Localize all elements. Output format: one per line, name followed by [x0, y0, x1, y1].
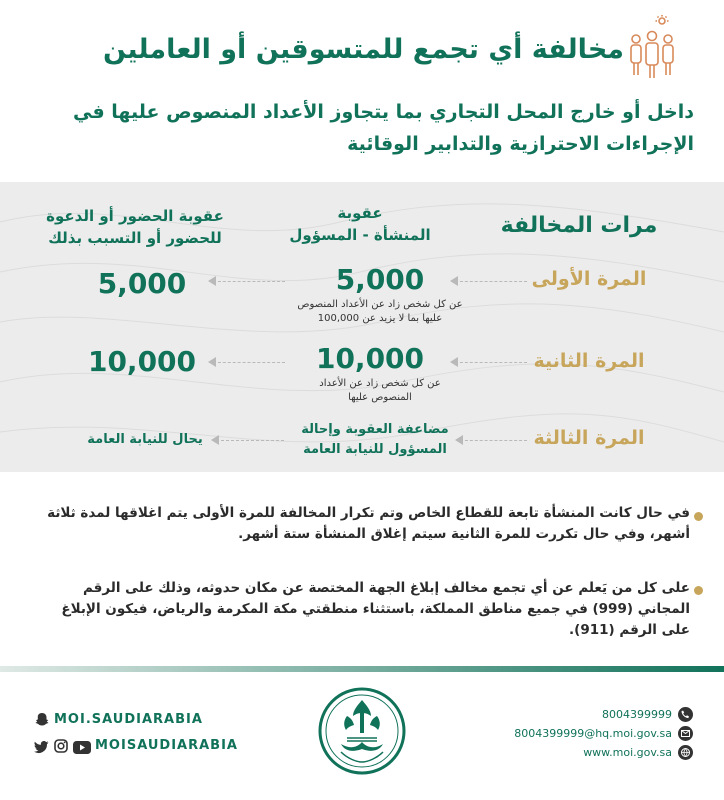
note-closure: في حال كانت المنشأة تابعة للقطاع الخاص وتم تكرار المخالفة للمرة الأولى يتم اغلاقها لمدة ثلاثة أشهر، وفي حال تكررت للمرة الثانية سيتم إغلاق المنشأة ستة أشهر. — [47, 505, 690, 542]
contact-email[interactable]: 8004399999@hq.moi.gov.sa — [514, 727, 672, 740]
row-second-facility-note: عن كل شخص زاد عن الأعداد المنصوص عليها — [319, 378, 441, 403]
phone-icon[interactable] — [678, 707, 693, 722]
row-first-arrow-line — [455, 281, 527, 282]
social-handle[interactable]: MOISAUDIARABIA — [95, 738, 238, 753]
snapchat-handle[interactable]: MOI.SAUDIARABIA — [54, 712, 203, 727]
youtube-icon[interactable] — [73, 739, 91, 752]
globe-icon[interactable] — [678, 745, 693, 760]
row-second-presence-amount: 10,000 — [87, 345, 197, 378]
twitter-icon[interactable] — [34, 739, 49, 752]
header-facility-penalty: عقوبة المنشأة - المسؤول — [289, 204, 431, 244]
row-first-time-label: المرة الأولى — [531, 268, 647, 290]
row-second-facility-amount: 10,000 — [315, 342, 425, 375]
people-group-icon — [626, 15, 678, 79]
row-third-time-label: المرة الثالثة — [533, 427, 645, 449]
note-bullet-1 — [694, 512, 703, 521]
note-report: على كل من يَعلم عن أي تجمع مخالف إبلاغ الجهة المختصة عن مكان حدوثه، وذلك على الرقم المجاني (999) في جميع مناطق المملكة، باستثناء منطقتي مكة المكرمة والرياض، فيكون الإبلاغ على الرقم (911). — [61, 580, 690, 638]
row-third-presence-penalty: يحال للنيابة العامة — [87, 432, 203, 447]
header-presence-penalty: عقوبة الحضور أو الدعوة للحضور أو التسبب بذلك — [46, 207, 224, 247]
row-first-presence-amount: 5,000 — [97, 267, 187, 300]
contact-website[interactable]: www.moi.gov.sa — [583, 746, 672, 759]
email-icon[interactable] — [678, 726, 693, 741]
row-second-arrow-line — [455, 362, 527, 363]
row-third-arrow-line — [460, 440, 527, 441]
footer-band — [0, 666, 724, 672]
row-second-arrow-line-2 — [213, 362, 285, 363]
ministry-emblem-icon — [317, 686, 407, 776]
page-subtitle: داخل أو خارج المحل التجاري بما يتجاوز الأعداد المنصوص عليها في الإجراءات الاحترازية والتدابير الوقائية — [73, 101, 694, 155]
instagram-icon[interactable] — [54, 738, 68, 752]
page-title: مخالفة أي تجمع للمتسوقين أو العاملين — [103, 34, 624, 65]
row-third-facility-penalty: مضاعفة العقوبة وإحالة المسؤول للنيابة العامة — [301, 422, 449, 457]
row-first-arrow-line-2 — [213, 281, 285, 282]
header-violation-times: مرات المخالفة — [500, 213, 658, 238]
row-second-arrow-head — [450, 357, 458, 367]
row-third-arrow-line-2 — [216, 440, 284, 441]
contact-phone[interactable]: 8004399999 — [602, 708, 672, 721]
row-first-facility-amount: 5,000 — [335, 263, 425, 296]
note-bullet-2 — [694, 586, 703, 595]
row-second-time-label: المرة الثانية — [533, 350, 645, 372]
snapchat-icon[interactable] — [34, 712, 50, 728]
row-first-facility-note: عن كل شخص زاد عن الأعداد المنصوص عليها بما لا يزيد عن 100,000 — [297, 299, 463, 324]
